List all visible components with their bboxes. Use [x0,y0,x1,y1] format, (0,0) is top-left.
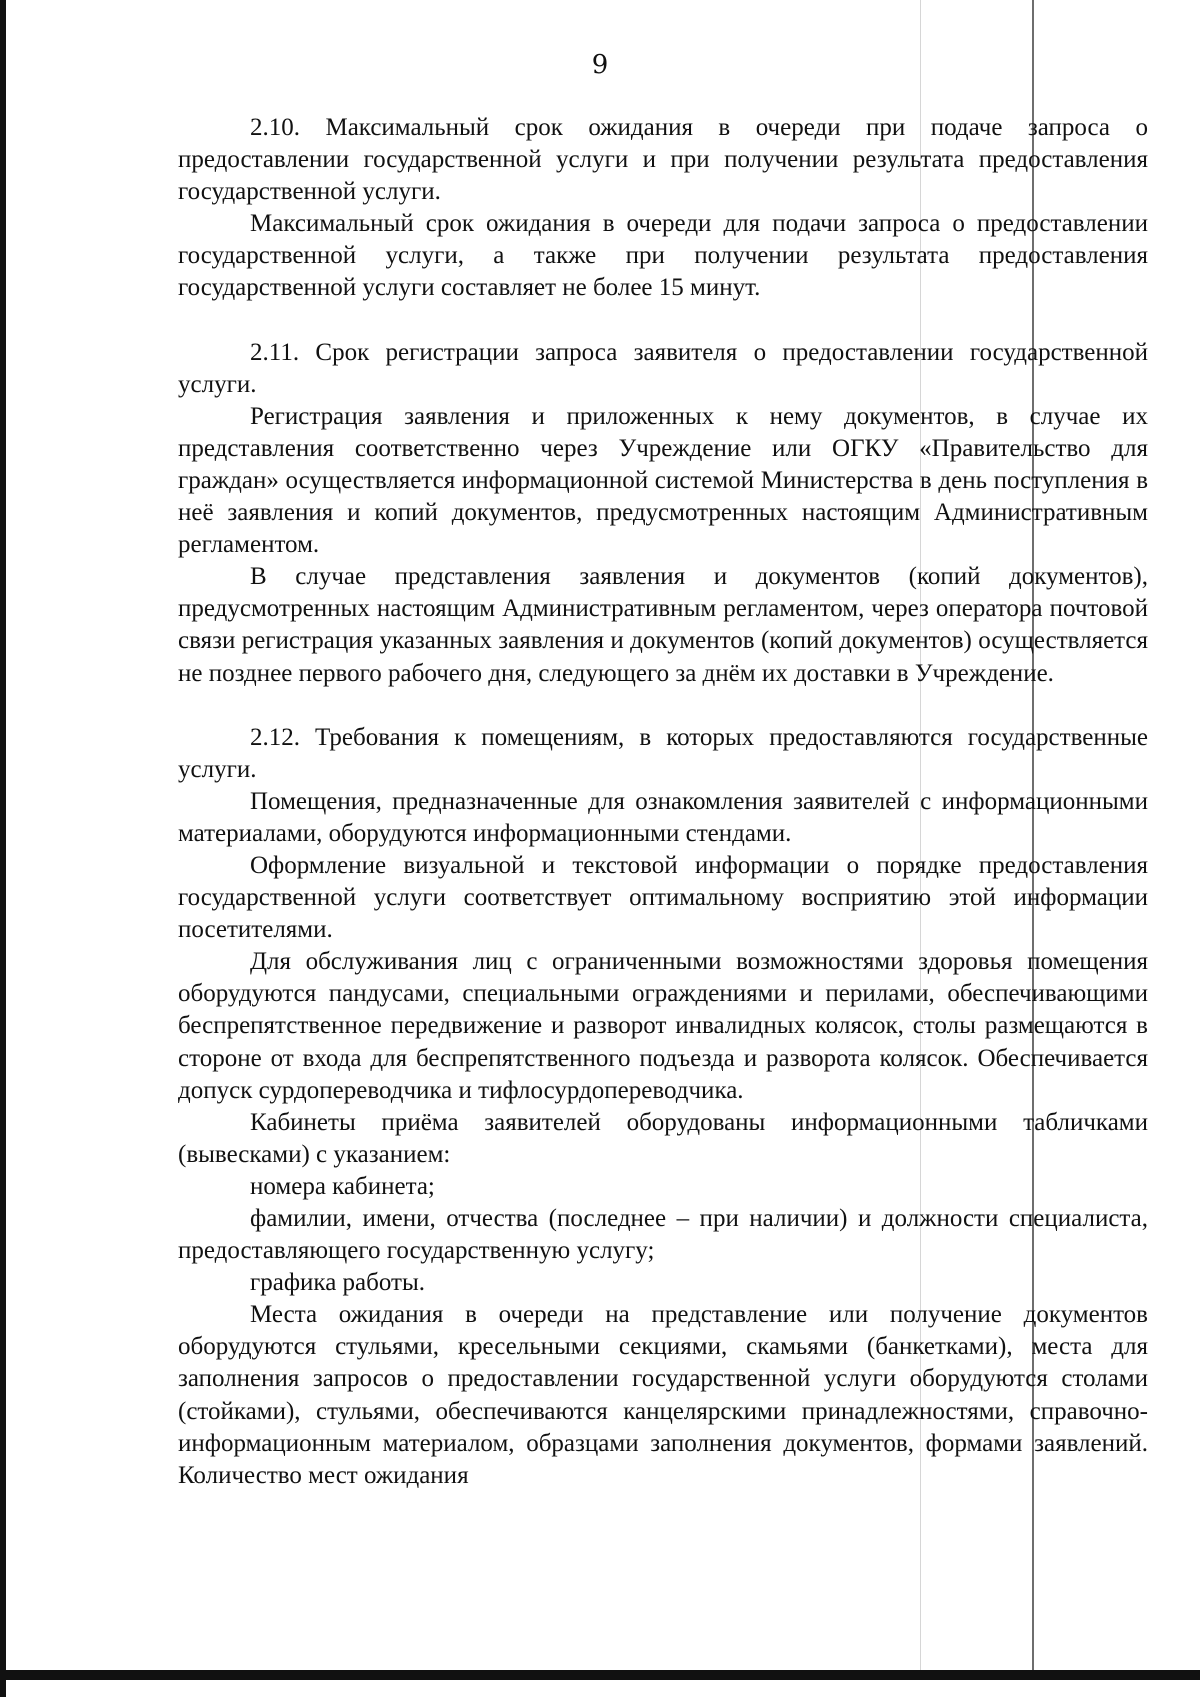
page-number: 9 [591,50,609,80]
paragraph-info-stands: Помещения, предназначенные для ознакомления заявителей с информационными материалами, оборудуются информационными стендами. [178,787,1148,847]
paragraph-registration: Регистрация заявления и приложенных к нему документов, в случае их представления соответственно через Учреждение или ОГКУ «Правительство для граждан» осуществляется информационной системой Министерства в день поступления в неё заявления и копий документов, предусмотренных настоящим Административным регламентом. [178,402,1148,559]
scan-border-left [0,0,6,1697]
paragraph-2-12-heading: 2.12. Требования к помещениям, в которых предоставляются государственные услуги. [178,723,1148,783]
scan-border-bottom [0,1670,1200,1680]
paragraph-waiting-areas: Места ожидания в очереди на представление или получение документов оборудуются стульями, кресельными секциями, скамьями (банкетками), места для заполнения запросов о предоставлении государственной услуги оборудуются столами (стойками), стульями, обеспечиваются канцелярскими принадлежностями, справочно-информационным материалом, образцами заполнения документов, формами заявлений. Количество мест ожидания [178,1301,1148,1489]
list-item-schedule: графика работы. [250,1269,425,1297]
list-item-office-number: номера кабинета; [250,1172,435,1200]
paragraph-visual-info: Оформление визуальной и текстовой информации о порядке предоставления государственной услуги соответствует оптимальному восприятию этой информации посетителями. [178,851,1148,944]
document-body [178,112,1148,1492]
paragraph-office-signs: Кабинеты приёма заявителей оборудованы информационными табличками (вывесками) с указанием: [178,1108,1148,1168]
paragraph-2-10-heading: 2.10. Максимальный срок ожидания в очереди при подаче запроса о предоставлении государственной услуги и при получении результата предоставления государственной услуги. [178,114,1148,206]
list-item-specialist-name: фамилии, имени, отчества (последнее – при наличии) и должности специалиста, предоставляющего государственную услугу; [178,1205,1148,1265]
paragraph-2-11-heading: 2.11. Срок регистрации запроса заявителя о предоставлении государственной услуги. [178,338,1148,398]
paragraph-waiting-time: Максимальный срок ожидания в очереди для подачи запроса о предоставлении государственной услуги, а также при получении результата предоставления государственной услуги составляет не более 15 минут. [178,210,1148,302]
paragraph-postal-registration: В случае представления заявления и документов (копий документов), предусмотренных настоящим Административным регламентом, через оператора почтовой связи регистрация указанных заявления и документов (копий документов) осуществляется не позднее первого рабочего дня, следующего за днём их доставки в Учреждение. [178,563,1148,687]
paragraph-accessibility: Для обслуживания лиц с ограниченными возможностями здоровья помещения оборудуются пандусами, специальными ограждениями и перилами, обеспечивающими беспрепятственное передвижение и разворот инвалидных колясок, столы размещаются в стороне от входа для беспрепятственного подъезда и разворота колясок. Обеспечивается допуск сурдопереводчика и тифлосурдопереводчика. [178,948,1148,1104]
